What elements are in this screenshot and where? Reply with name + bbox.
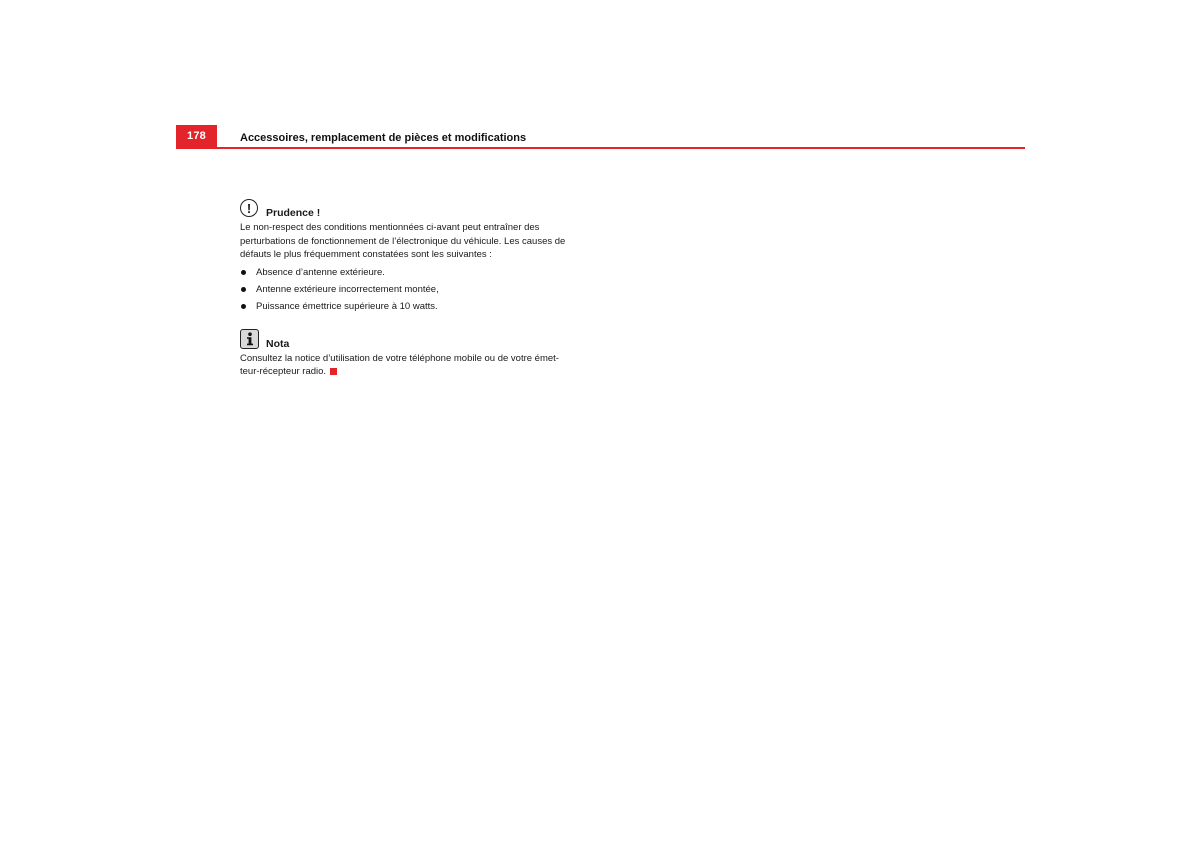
exclamation-circle-icon: ! (240, 199, 258, 217)
list-item: Absence d’antenne extérieure. (240, 266, 590, 280)
caution-block (240, 196, 590, 314)
caution-title: Prudence ! (266, 207, 321, 219)
note-block (240, 327, 590, 379)
list-item: Antenne extérieure incorrectement montée, (240, 283, 590, 297)
page-number: 178 (176, 125, 217, 148)
list-item: Puissance émettrice supérieure à 10 watts. (240, 300, 590, 314)
caution-heading (240, 196, 590, 218)
caution-text: Le non-respect des conditions mentionnées ci-avant peut entraîner des perturbations de fonctionnement de l’électronique du véhicule. Les causes de défauts le plus fréquemment constatées sont les suivantes : (240, 222, 566, 261)
info-icon (240, 329, 259, 349)
header-rule (176, 147, 1025, 149)
chapter-title: Accessoires, remplacement de pièces et modifications (240, 132, 527, 144)
note-title: Nota (266, 337, 290, 350)
note-heading (240, 327, 590, 349)
end-of-section-marker (330, 368, 337, 375)
note-text-line1: Consultez la notice d’utilisation de votre téléphone mobile ou de votre émet- (240, 352, 559, 364)
note-text-line2: teur-récepteur radio. (240, 366, 327, 378)
note-text (240, 352, 590, 379)
page-content (240, 196, 590, 379)
info-i-glyph-icon (245, 332, 255, 346)
caution-list (240, 266, 590, 314)
page-header (176, 125, 1025, 149)
